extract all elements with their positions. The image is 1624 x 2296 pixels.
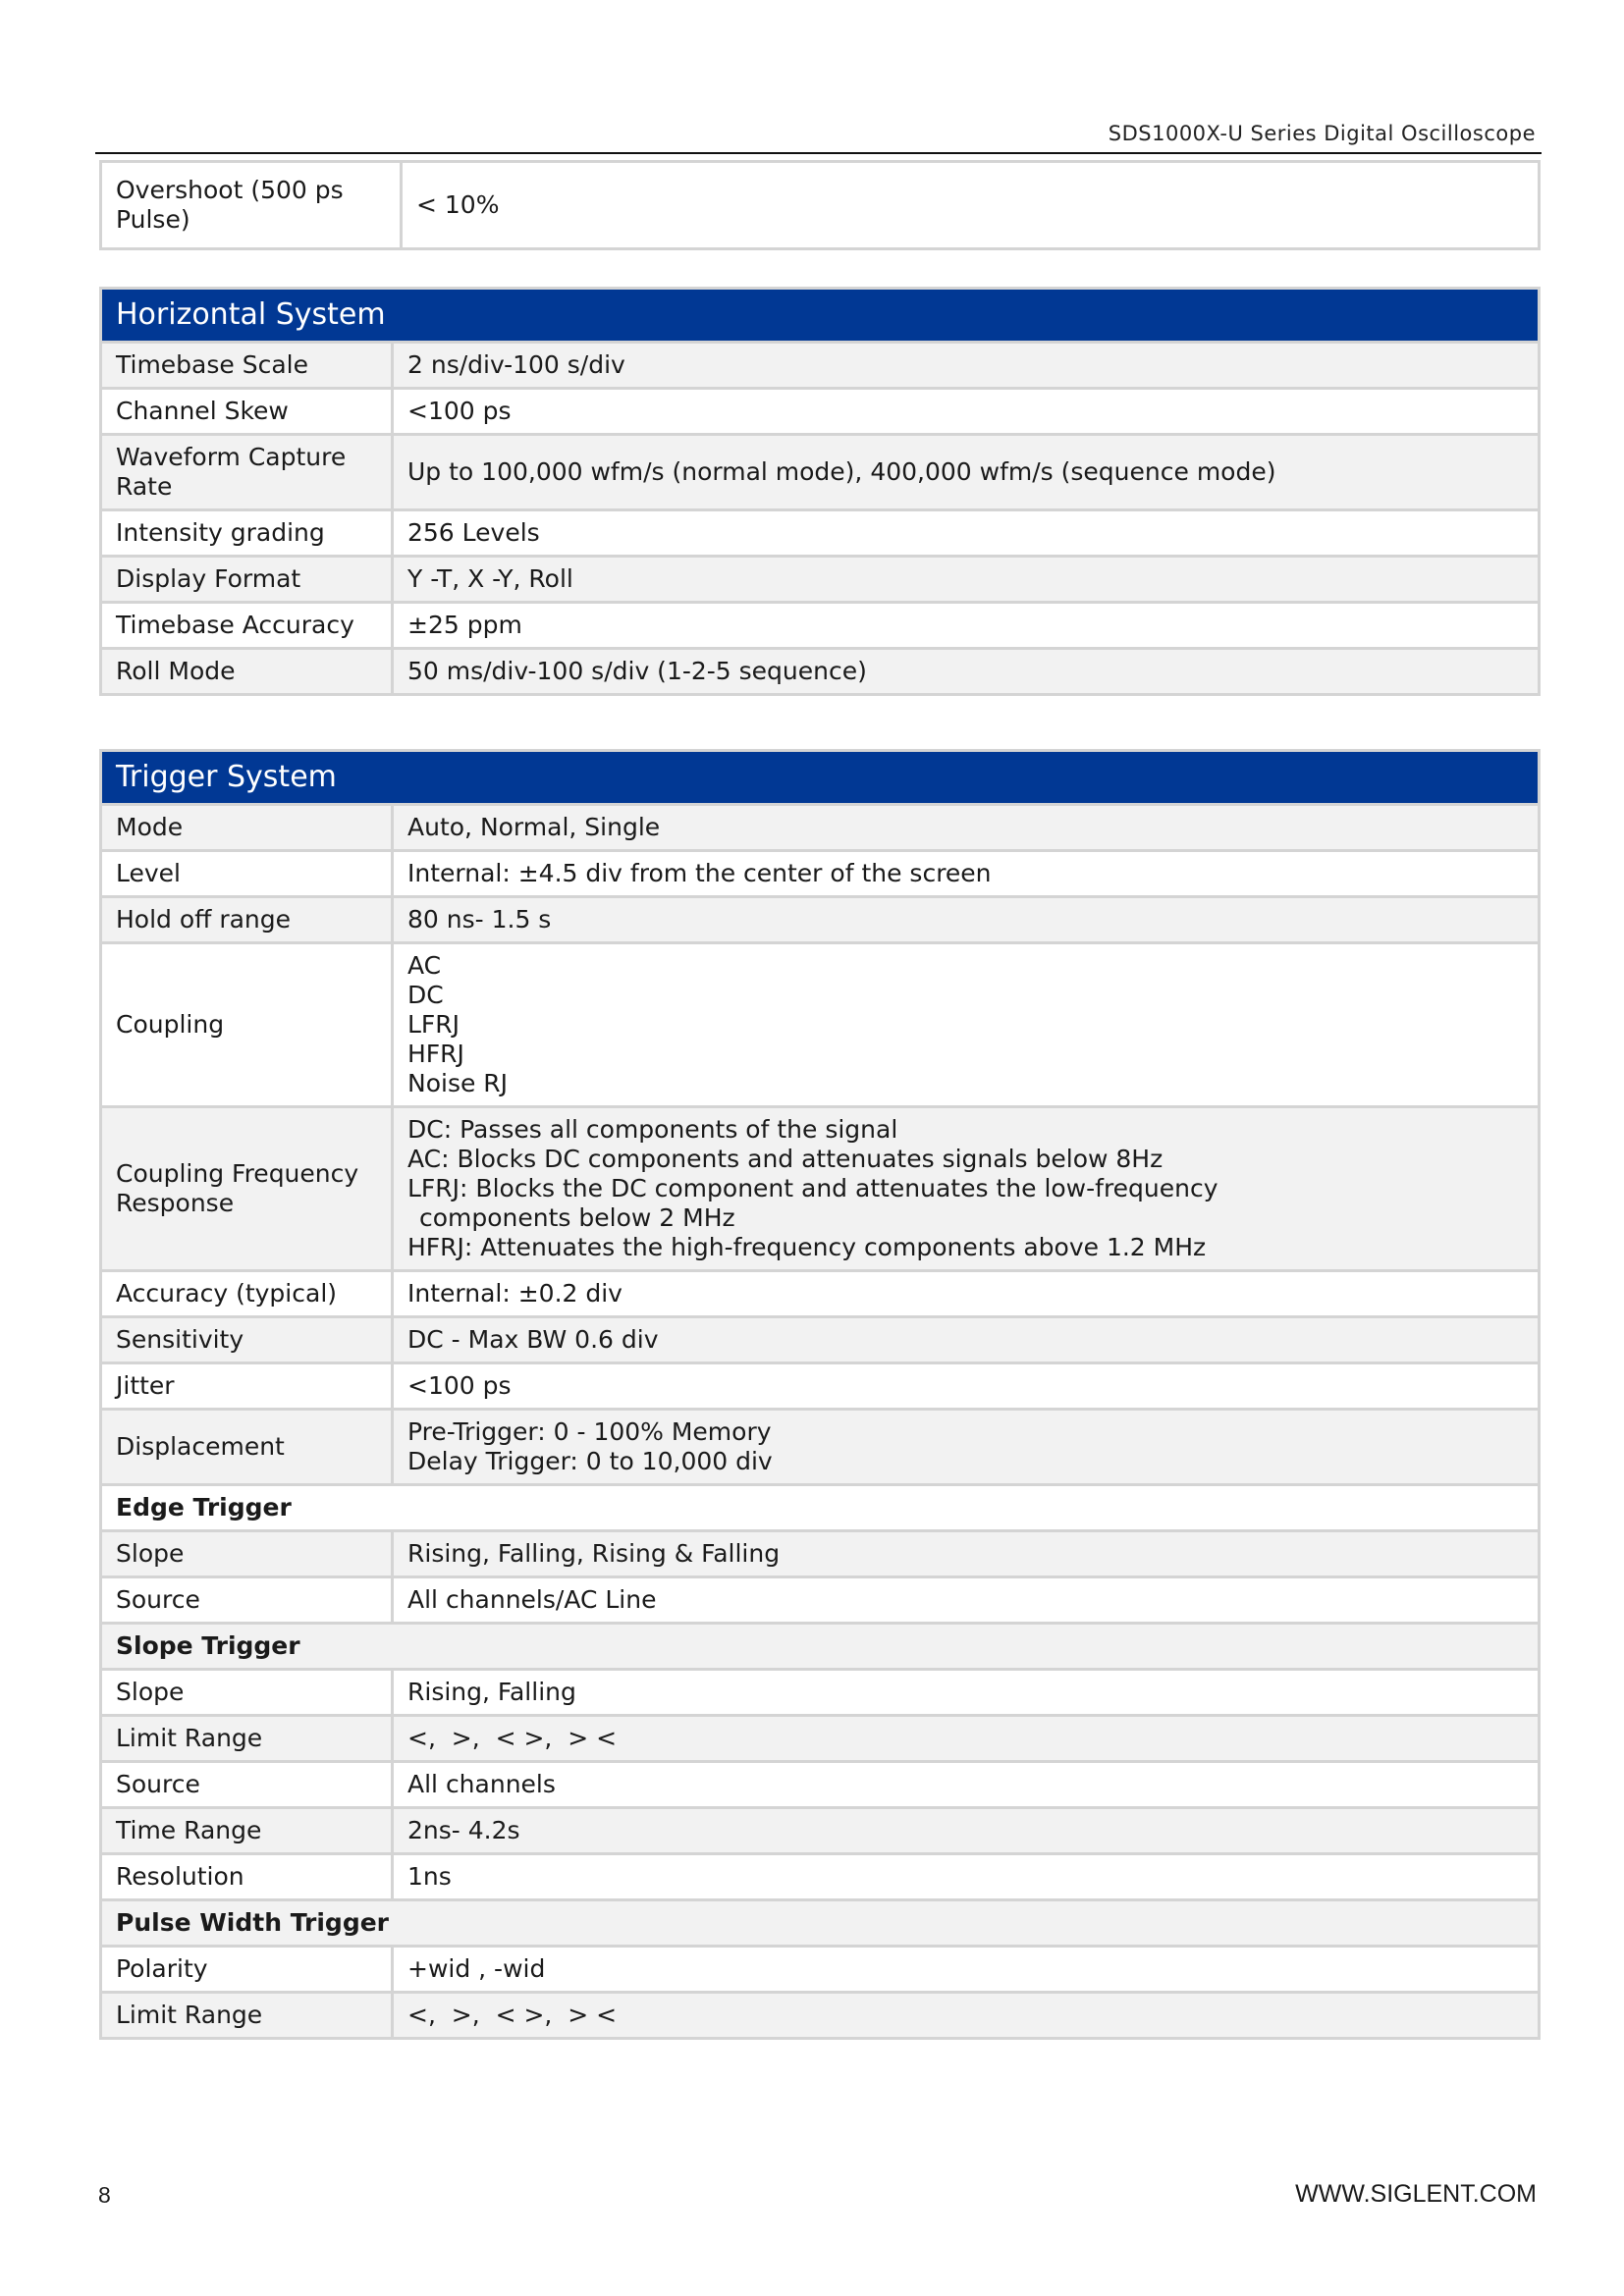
spec-value: Internal: ±0.2 div bbox=[393, 1271, 1540, 1317]
table-row bbox=[101, 603, 1540, 649]
spec-label: Resolution bbox=[101, 1854, 393, 1900]
spec-value: Auto, Normal, Single bbox=[393, 805, 1540, 851]
spec-value: All channels/AC Line bbox=[393, 1577, 1540, 1624]
subsection-heading: Edge Trigger bbox=[101, 1485, 1540, 1531]
horizontal-system-table bbox=[99, 287, 1541, 696]
spec-label: Accuracy (typical) bbox=[101, 1271, 393, 1317]
value-line: LFRJ: Blocks the DC component and attenuates the low-frequency bbox=[407, 1174, 1218, 1202]
value-line: DC: Passes all components of the signal bbox=[407, 1115, 898, 1144]
value-line: Pre-Trigger: 0 - 100% Memory bbox=[407, 1417, 772, 1446]
label-line: Overshoot (500 ps bbox=[116, 176, 344, 204]
spec-value: 80 ns- 1.5 s bbox=[393, 897, 1540, 943]
section-title: Trigger System bbox=[101, 751, 1540, 805]
table-row bbox=[101, 943, 1540, 1107]
spec-value: <100 ps bbox=[393, 1363, 1540, 1410]
spec-label: Polarity bbox=[101, 1947, 393, 1993]
table-row bbox=[101, 343, 1540, 389]
spec-label bbox=[101, 1107, 393, 1271]
spec-value: < 10% bbox=[402, 162, 1540, 249]
spec-label: Limit Range bbox=[101, 1993, 393, 2039]
spec-value: Up to 100,000 wfm/s (normal mode), 400,000 wfm/s (sequence mode) bbox=[393, 435, 1540, 510]
label-line: Waveform Capture bbox=[116, 443, 347, 471]
spec-value: All channels bbox=[393, 1762, 1540, 1808]
label-line: Response bbox=[116, 1189, 235, 1217]
spec-label: Sensitivity bbox=[101, 1317, 393, 1363]
table-row bbox=[101, 162, 1540, 249]
spec-value bbox=[393, 943, 1540, 1107]
table-row bbox=[101, 1808, 1540, 1854]
value-line: HFRJ bbox=[407, 1040, 464, 1068]
document-header-title: SDS1000X-U Series Digital Oscilloscope bbox=[1108, 122, 1536, 145]
value-line: Delay Trigger: 0 to 10,000 div bbox=[407, 1447, 773, 1475]
spec-label: Jitter bbox=[101, 1363, 393, 1410]
table-row bbox=[101, 1410, 1540, 1485]
spec-label: Coupling bbox=[101, 943, 393, 1107]
table-row bbox=[101, 805, 1540, 851]
spec-value: 2ns- 4.2s bbox=[393, 1808, 1540, 1854]
table-row bbox=[101, 1107, 1540, 1271]
spec-label: Level bbox=[101, 851, 393, 897]
table-row bbox=[101, 1271, 1540, 1317]
spec-label: Intensity grading bbox=[101, 510, 393, 557]
footer-website-link[interactable]: WWW.SIGLENT.COM bbox=[1295, 2180, 1537, 2208]
table-row bbox=[101, 510, 1540, 557]
table-row bbox=[101, 557, 1540, 603]
label-line: Pulse) bbox=[116, 205, 190, 234]
spec-label: Limit Range bbox=[101, 1716, 393, 1762]
table-row bbox=[101, 851, 1540, 897]
spec-label: Channel Skew bbox=[101, 389, 393, 435]
spec-value: 50 ms/div-100 s/div (1-2-5 sequence) bbox=[393, 649, 1540, 695]
spec-value: DC - Max BW 0.6 div bbox=[393, 1317, 1540, 1363]
value-line: AC bbox=[407, 951, 442, 980]
spec-value: Internal: ±4.5 div from the center of the screen bbox=[393, 851, 1540, 897]
table-row bbox=[101, 649, 1540, 695]
table-row bbox=[101, 1317, 1540, 1363]
value-line: AC: Blocks DC components and attenuates signals below 8Hz bbox=[407, 1145, 1164, 1173]
spec-label bbox=[101, 435, 393, 510]
spec-value: ±25 ppm bbox=[393, 603, 1540, 649]
subsection-heading: Slope Trigger bbox=[101, 1624, 1540, 1670]
spec-label: Displacement bbox=[101, 1410, 393, 1485]
spec-value: Rising, Falling, Rising & Falling bbox=[393, 1531, 1540, 1577]
value-line: components below 2 MHz bbox=[419, 1203, 735, 1232]
spec-label: Display Format bbox=[101, 557, 393, 603]
overshoot-table bbox=[99, 160, 1541, 250]
table-row bbox=[101, 1716, 1540, 1762]
spec-label: Slope bbox=[101, 1670, 393, 1716]
spec-value bbox=[393, 1107, 1540, 1271]
spec-value: <, >, < >, > < bbox=[393, 1716, 1540, 1762]
table-row bbox=[101, 897, 1540, 943]
spec-label: Timebase Scale bbox=[101, 343, 393, 389]
spec-label: Slope bbox=[101, 1531, 393, 1577]
spec-label bbox=[101, 162, 402, 249]
value-line: DC bbox=[407, 981, 444, 1009]
spec-value: +wid , -wid bbox=[393, 1947, 1540, 1993]
spec-label: Mode bbox=[101, 805, 393, 851]
value-line: HFRJ: Attenuates the high-frequency components above 1.2 MHz bbox=[407, 1233, 1207, 1261]
table-row bbox=[101, 389, 1540, 435]
table-row bbox=[101, 435, 1540, 510]
trigger-system-table bbox=[99, 749, 1541, 2040]
header-divider bbox=[95, 152, 1542, 154]
spec-value: 256 Levels bbox=[393, 510, 1540, 557]
spec-value: Rising, Falling bbox=[393, 1670, 1540, 1716]
label-line: Coupling Frequency bbox=[116, 1159, 359, 1188]
spec-label: Source bbox=[101, 1577, 393, 1624]
section-title: Horizontal System bbox=[101, 289, 1540, 343]
table-row bbox=[101, 1854, 1540, 1900]
spec-label: Timebase Accuracy bbox=[101, 603, 393, 649]
table-row bbox=[101, 1363, 1540, 1410]
subsection-row bbox=[101, 1900, 1540, 1947]
spec-value: 1ns bbox=[393, 1854, 1540, 1900]
subsection-row bbox=[101, 1624, 1540, 1670]
subsection-row bbox=[101, 1485, 1540, 1531]
spec-label: Time Range bbox=[101, 1808, 393, 1854]
label-line: Rate bbox=[116, 472, 173, 501]
spec-label: Hold off range bbox=[101, 897, 393, 943]
value-line: Noise RJ bbox=[407, 1069, 509, 1097]
spec-value: <100 ps bbox=[393, 389, 1540, 435]
table-row bbox=[101, 1670, 1540, 1716]
table-row bbox=[101, 1762, 1540, 1808]
value-line: LFRJ bbox=[407, 1010, 460, 1039]
spec-label: Source bbox=[101, 1762, 393, 1808]
table-row bbox=[101, 1577, 1540, 1624]
table-row bbox=[101, 1531, 1540, 1577]
page-number: 8 bbox=[98, 2182, 111, 2208]
spec-label: Roll Mode bbox=[101, 649, 393, 695]
subsection-heading: Pulse Width Trigger bbox=[101, 1900, 1540, 1947]
spec-value: Y -T, X -Y, Roll bbox=[393, 557, 1540, 603]
spec-value bbox=[393, 1410, 1540, 1485]
spec-value: <, >, < >, > < bbox=[393, 1993, 1540, 2039]
spec-value: 2 ns/div-100 s/div bbox=[393, 343, 1540, 389]
table-row bbox=[101, 1993, 1540, 2039]
table-row bbox=[101, 1947, 1540, 1993]
